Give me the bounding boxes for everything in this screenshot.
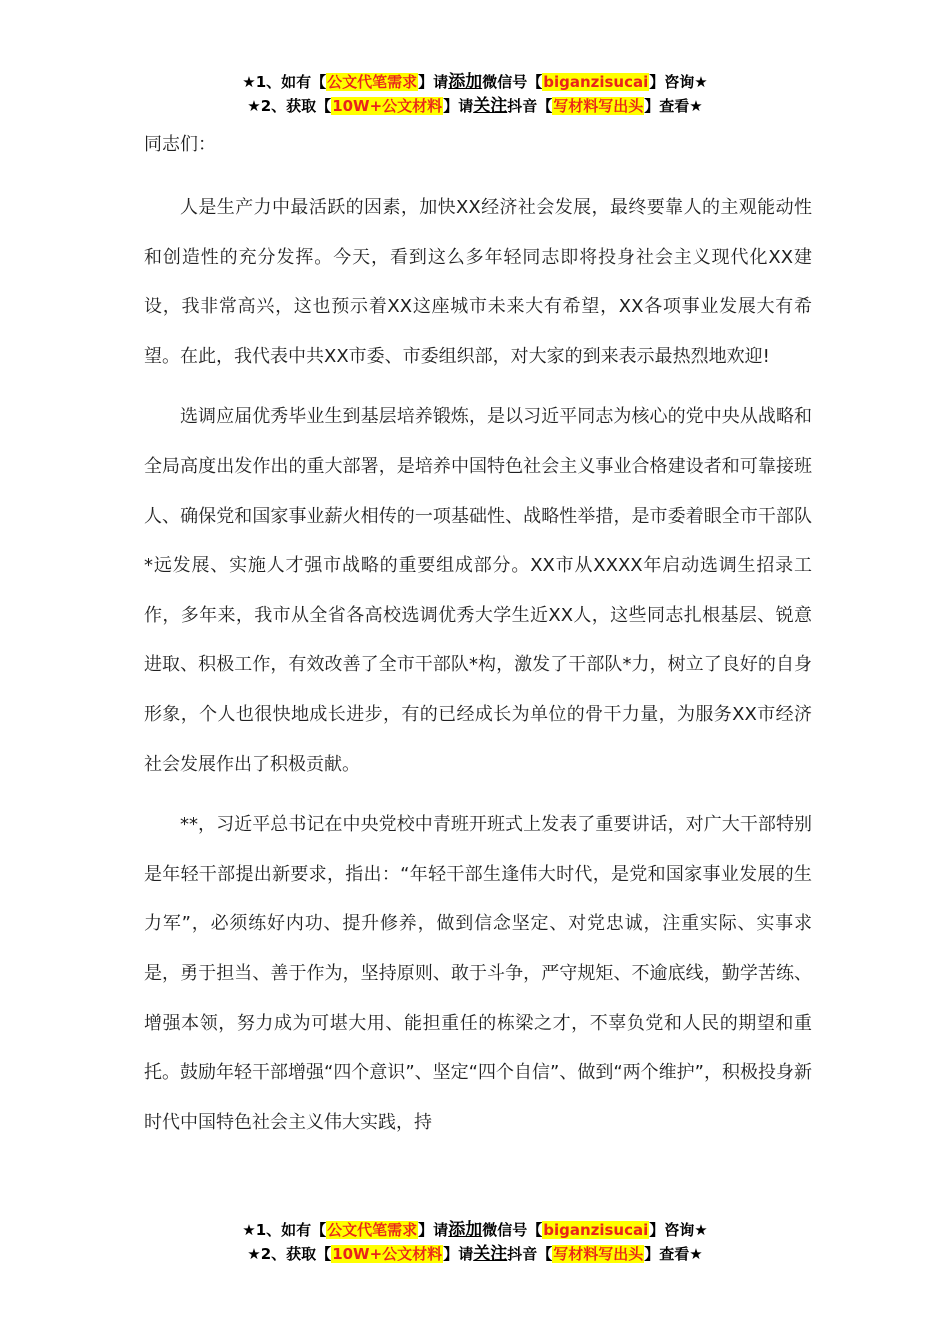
highlight-service: 公文代笔需求 [327,73,418,91]
footer-banner-line-2: ★2、获取【10W+公文材料】请关注抖音【写材料写出头】查看★ [247,1244,703,1264]
emphasis-follow: 关注 [473,96,508,116]
footer-banner [0,1218,950,1266]
emphasis-add: 添加 [448,72,483,92]
footer-emphasis-follow: 关注 [473,1244,508,1264]
salutation: 同志们： [144,134,216,155]
banner-line-1: ★1、如有【公文代笔需求】请添加微信号【biganzisucai】咨询★ [242,72,708,92]
document-body [144,128,812,1147]
banner-line-2: ★2、获取【10W+公文材料】请关注抖音【写材料写出头】查看★ [247,96,703,116]
highlight-materials: 10W+公文材料 [332,97,443,115]
highlight-wechat-id: biganzisucai [543,73,649,91]
paragraph-2: 选调应届优秀毕业生到基层培养锻炼，是以习近平同志为核心的党中央从战略和全局高度出发作出的重大部署，是培养中国特色社会主义事业合格建设者和可靠接班人、确保党和国家事业薪火相传的一项基础性、战略性举措，是市委着眼全市干部队*远发展、实施人才强市战略的重要组成部分。XX市从XXXX年启动选调生招录工作，多年来，我市从全省各高校选调优秀大学生近XX人，这些同志扎根基层、锐意进取、积极工作，有效改善了全市干部队*构，激发了干部队*力，树立了良好的自身形象，个人也很快地成长进步，有的已经成长为单位的骨干力量，为服务XX市经济社会发展作出了积极贡献。 [144,406,812,775]
header-banner [0,70,950,118]
footer-highlight-materials: 10W+公文材料 [332,1245,443,1263]
highlight-douyin-account: 写材料写出头 [553,97,644,115]
footer-highlight-service: 公文代笔需求 [327,1221,418,1239]
paragraph-3: **，习近平总书记在中央党校中青班开班式上发表了重要讲话，对广大干部特别是年轻干部提出新要求，指出：“年轻干部生逢伟大时代，是党和国家事业发展的生力军”，必须练好内功、提升修养，做到信念坚定、对党忠诚，注重实际、实事求是，勇于担当、善于作为，坚持原则、敢于斗争，严守规矩、不逾底线，勤学苦练、增强本领，努力成为可堪大用、能担重任的栋梁之才，不辜负党和人民的期望和重托。鼓励年轻干部增强“四个意识”、坚定“四个自信”、做到“两个维护”，积极投身新时代中国特色社会主义伟大实践，持 [144,814,812,1133]
footer-emphasis-add: 添加 [448,1220,483,1240]
footer-highlight-wechat-id: biganzisucai [543,1221,649,1239]
footer-highlight-douyin-account: 写材料写出头 [553,1245,644,1263]
paragraph-1: 人是生产力中最活跃的因素，加快XX经济社会发展，最终要靠人的主观能动性和创造性的充分发挥。今天，看到这么多年轻同志即将投身社会主义现代化XX建设，我非常高兴，这也预示着XX这座城市未来大有希望，XX各项事业发展大有希望。在此，我代表中共XX市委、市委组织部，对大家的到来表示最热烈地欢迎! [144,197,812,367]
footer-banner-line-1: ★1、如有【公文代笔需求】请添加微信号【biganzisucai】咨询★ [242,1220,708,1240]
